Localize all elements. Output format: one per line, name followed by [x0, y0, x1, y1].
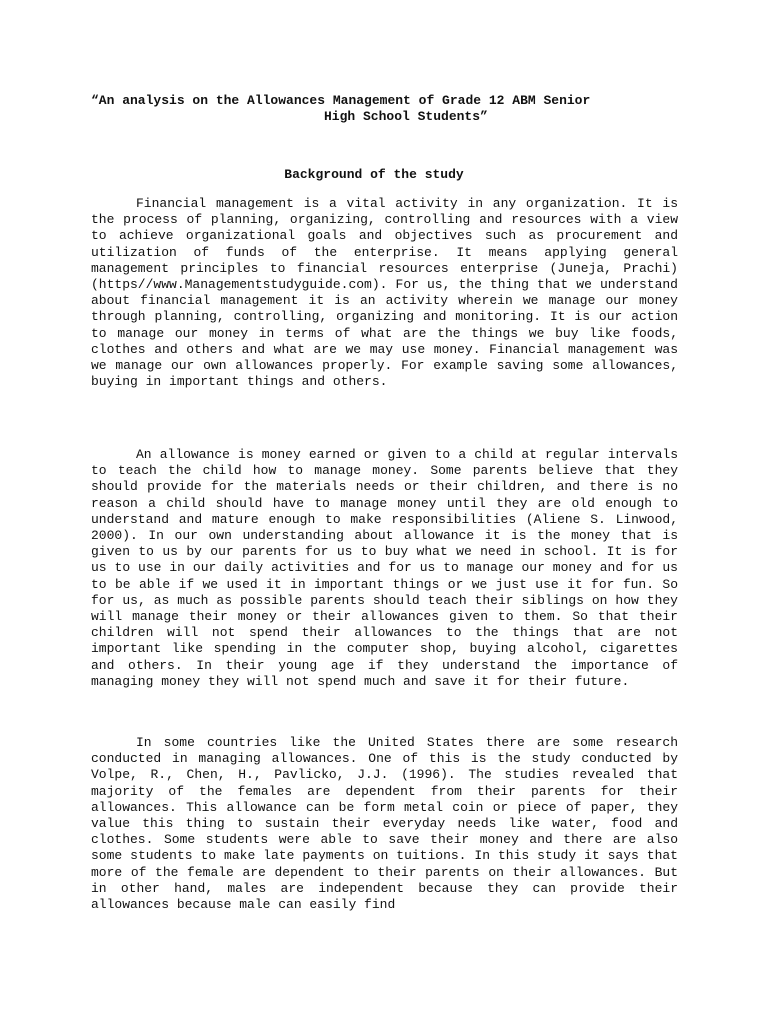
document-title-line-1: “An analysis on the Allowances Management of Grade 12 ABM Senior — [91, 93, 591, 108]
paragraph-financial-management: Financial management is a vital activity in any organization. It is the process of planning, organizing, controlling and resources with a view to achieve organizational goals and objectives such as procurement and utilization of funds of the enterprise. It means applying general management principles to financial resources enterprise (Juneja, Prachi) (https//www.Managementstudyguide.com). For us, the thing that we understand about financial management it is an activity wherein we manage our money through planning, controlling, organizing and monitoring. It is our action to manage our money in terms of what are the things we buy like foods, clothes and others and what are we may use money. Financial management was we manage our own allowances properly. For example saving some allowances, buying in important things and others. — [91, 196, 678, 390]
paragraph-research-studies: In some countries like the United States there are some research conducted in managing allowances. One of this is the study conducted by Volpe, R., Chen, H., Pavlicko, J.J. (1996). The studies revealed that majority of the females are dependent from their parents for their allowances. This allowance can be form metal coin or piece of paper, they value this thing to sustain their everyday needs like water, food and clothes. Some students were able to save their money and there are also some students to make late payments on tuitions. In this study it says that more of the female are dependent to their parents on their allowances. But in other hand, males are independent because they can provide their allowances because male can easily find — [91, 735, 678, 913]
section-heading: Background of the study — [284, 167, 464, 182]
document-title-line-2: High School Students” — [324, 109, 488, 124]
paragraph-allowance-definition: An allowance is money earned or given to a child at regular intervals to teach the child how to manage money. Some parents believe that they should provide for the materials needs or their children, and there is no reason a child should have to manage money until they are old enough to understand and mature enough to make responsibilities (Aliene S. Linwood, 2000). In our own understanding about allowance it is the money that is given to us by our parents for us to buy what we need in school. It is for us to use in our daily activities and for us to manage our money and for us to be able if we used it in important things or we just use it for fun. So for us, as much as possible parents should teach their siblings on how they will manage their money or their allowances given to them. So that their children will not spend their allowances to the things that are not important like spending in the computer shop, buying alcohol, cigarettes and others. In their young age if they understand the importance of managing money they will not spend much and save it for their future. — [91, 447, 678, 689]
